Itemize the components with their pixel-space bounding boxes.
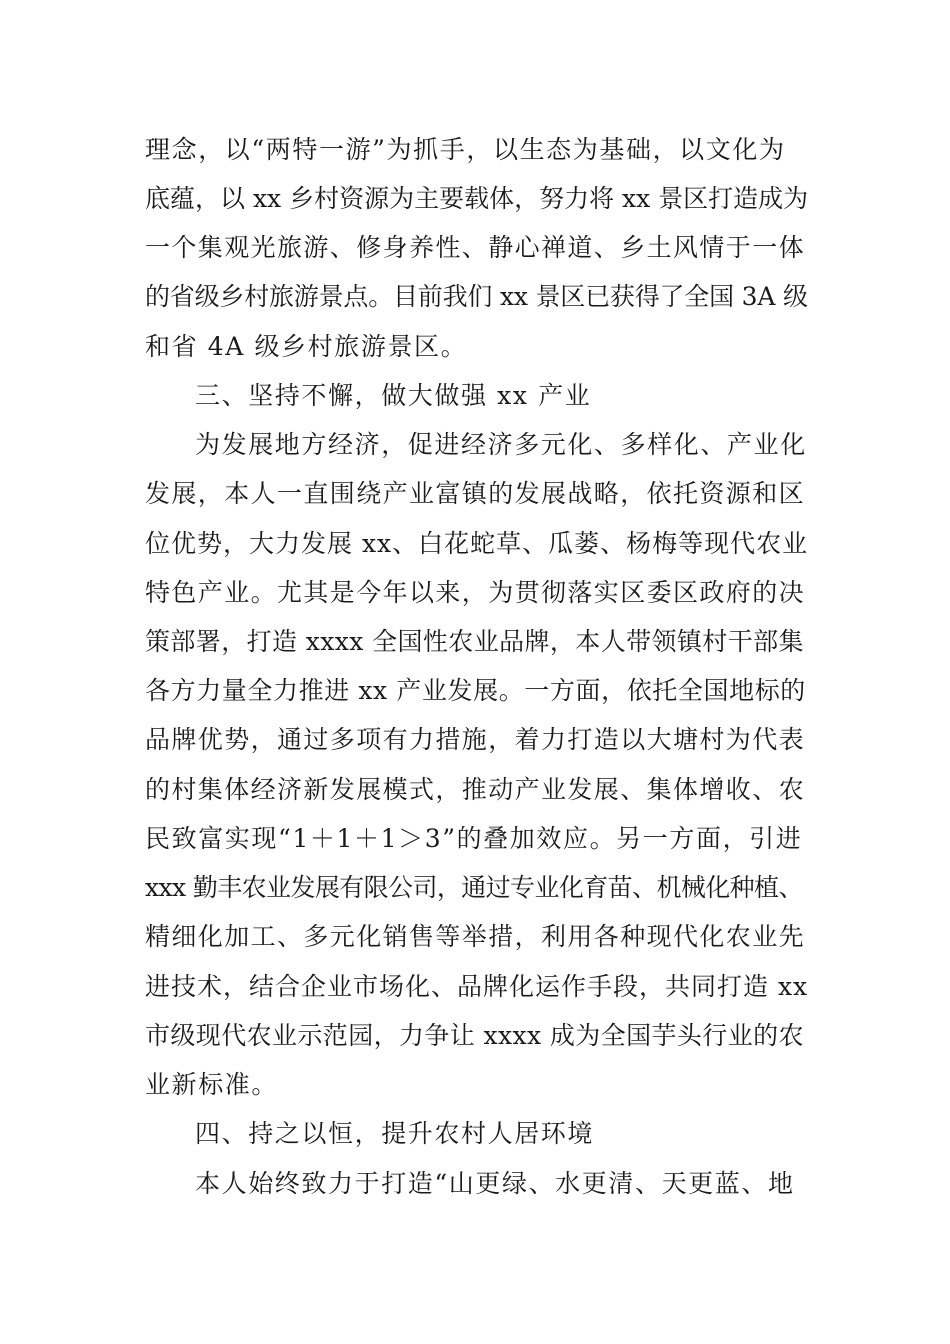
text-line: 民致富实现“1＋1＋1＞3”的叠加效应。另一方面，引进 bbox=[145, 824, 803, 853]
text-line: 各方力量全力推进 xx 产业发展。一方面，依托全国地标的 bbox=[145, 676, 806, 705]
text-line: 品牌优势，通过多项有力措施，着力打造以大塘村为代表 bbox=[145, 725, 806, 754]
text-line: 位优势，大力发展 xx、白花蛇草、瓜蒌、杨梅等现代农业 bbox=[145, 529, 809, 558]
section-heading: 四、持之以恒，提升农村人居环境 bbox=[195, 1119, 595, 1148]
text-line: xxx 勤丰农业发展有限公司，通过专业化育苗、机械化种植、 bbox=[145, 873, 803, 902]
section-heading: 三、坚持不懈，做大做强 xx 产业 bbox=[195, 381, 592, 410]
text-line: 的村集体经济新发展模式，推动产业发展、集体增收、农 bbox=[145, 775, 806, 804]
paragraph-first-line: 为发展地方经济，促进经济多元化、多样化、产业化 bbox=[195, 430, 807, 459]
text-line: 业新标准。 bbox=[145, 1070, 279, 1099]
text-line: 的省级乡村旅游景点。目前我们 xx 景区已获得了全国 3A 级 bbox=[145, 282, 808, 311]
text-line: 发展，本人一直围绕产业富镇的发展战略，依托资源和区 bbox=[145, 479, 806, 508]
paragraph-first-line: 本人始终致力于打造“山更绿、水更清、天更蓝、地 bbox=[195, 1169, 795, 1198]
text-line: 特色产业。尤其是今年以来，为贯彻落实区委区政府的决 bbox=[145, 578, 806, 607]
text-line: 理念，以“两特一游”为抓手，以生态为基础，以文化为 bbox=[145, 135, 786, 164]
text-line: 策部署，打造 xxxx 全国性农业品牌，本人带领镇村干部集 bbox=[145, 627, 804, 656]
text-line: 市级现代农业示范园，力争让 xxxx 成为全国芋头行业的农 bbox=[145, 1021, 804, 1050]
text-line: 精细化加工、多元化销售等举措，利用各种现代化农业先 bbox=[145, 922, 806, 951]
text-line: 底蕴，以 xx 乡村资源为主要载体，努力将 xx 景区打造成为 bbox=[145, 184, 809, 213]
text-line: 进技术，结合企业市场化、品牌化运作手段，共同打造 xx bbox=[145, 972, 809, 1001]
text-line: 一个集观光旅游、修身养性、静心禅道、乡土风情于一体 bbox=[145, 233, 806, 262]
text-line: 和省 4A 级乡村旅游景区。 bbox=[145, 332, 468, 361]
